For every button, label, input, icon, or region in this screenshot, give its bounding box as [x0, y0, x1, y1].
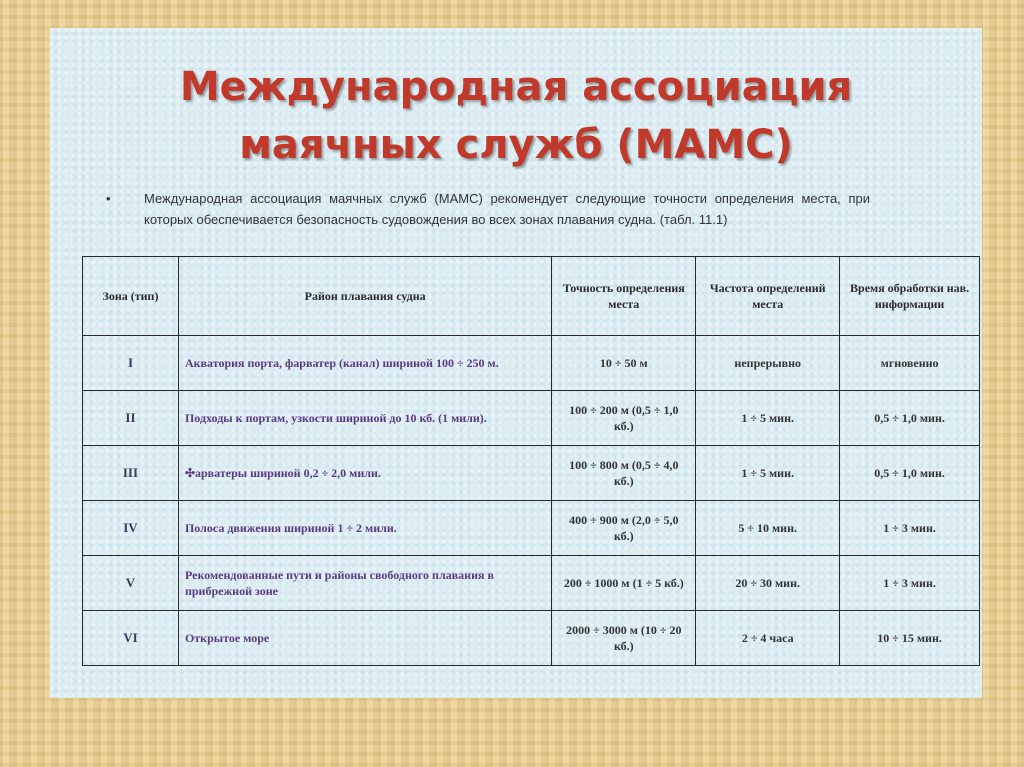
title-line-2: маячных служб (МАМС)	[239, 122, 793, 168]
table-row	[83, 611, 980, 666]
header-time: Время обработки нав. информации	[840, 257, 980, 336]
cell-accuracy: 2000 ÷ 3000 м (10 ÷ 20 кб.)	[552, 611, 696, 666]
cell-frequency: непрерывно	[696, 336, 840, 391]
cell-area: Открытое море	[178, 611, 551, 666]
cell-time: 1 ÷ 3 мин.	[840, 501, 980, 556]
bullet-paragraph	[106, 188, 870, 230]
cell-frequency: 20 ÷ 30 мин.	[696, 556, 840, 611]
cell-time: 10 ÷ 15 мин.	[840, 611, 980, 666]
header-frequency: Частота определений места	[696, 257, 840, 336]
bullet-text: Международная ассоциация маячных служб (МАМС) рекомендует следующие точности определения места, при которых обеспечивается безопасность судовождения во всех зонах плавания судна. (табл. 11.1)	[144, 191, 870, 227]
cell-frequency: 1 ÷ 5 мин.	[696, 391, 840, 446]
cell-time: 0,5 ÷ 1,0 мин.	[840, 446, 980, 501]
cell-time: мгновенно	[840, 336, 980, 391]
table-row	[83, 336, 980, 391]
table-row	[83, 501, 980, 556]
title-line-1: Международная ассоциация	[179, 64, 853, 110]
cell-zone: III	[83, 446, 179, 501]
cell-zone: VI	[83, 611, 179, 666]
cell-area: Полоса движения шириной 1 ÷ 2 мили.	[178, 501, 551, 556]
cell-area: Рекомендованные пути и районы свободного плавания в прибрежной зоне	[178, 556, 551, 611]
cell-area: Подходы к портам, узкости шириной до 10 кб. (1 мили).	[178, 391, 551, 446]
cell-time: 0,5 ÷ 1,0 мин.	[840, 391, 980, 446]
cell-time: 1 ÷ 3 мин.	[840, 556, 980, 611]
cell-area: ✣арватеры шириной 0,2 ÷ 2,0 мили.	[178, 446, 551, 501]
accuracy-table	[82, 256, 980, 666]
cell-zone: II	[83, 391, 179, 446]
cell-accuracy: 100 ÷ 200 м (0,5 ÷ 1,0 кб.)	[552, 391, 696, 446]
cell-frequency: 1 ÷ 5 мин.	[696, 446, 840, 501]
bullet-icon: •	[106, 191, 111, 206]
header-area: Район плавания судна	[178, 257, 551, 336]
cell-zone: V	[83, 556, 179, 611]
cell-frequency: 5 ÷ 10 мин.	[696, 501, 840, 556]
header-zone: Зона (тип)	[83, 257, 179, 336]
cell-zone: IV	[83, 501, 179, 556]
slide-title	[50, 58, 982, 174]
slide	[50, 28, 982, 698]
table-row	[83, 446, 980, 501]
cell-area: Акватория порта, фарватер (канал) шириной 100 ÷ 250 м.	[178, 336, 551, 391]
table-header-row	[83, 257, 980, 336]
header-accuracy: Точность определения места	[552, 257, 696, 336]
cell-accuracy: 10 ÷ 50 м	[552, 336, 696, 391]
cell-accuracy: 100 ÷ 800 м (0,5 ÷ 4,0 кб.)	[552, 446, 696, 501]
table-row	[83, 556, 980, 611]
cell-zone: I	[83, 336, 179, 391]
cell-accuracy: 400 ÷ 900 м (2,0 ÷ 5,0 кб.)	[552, 501, 696, 556]
cell-accuracy: 200 ÷ 1000 м (1 ÷ 5 кб.)	[552, 556, 696, 611]
cell-frequency: 2 ÷ 4 часа	[696, 611, 840, 666]
table-row	[83, 391, 980, 446]
